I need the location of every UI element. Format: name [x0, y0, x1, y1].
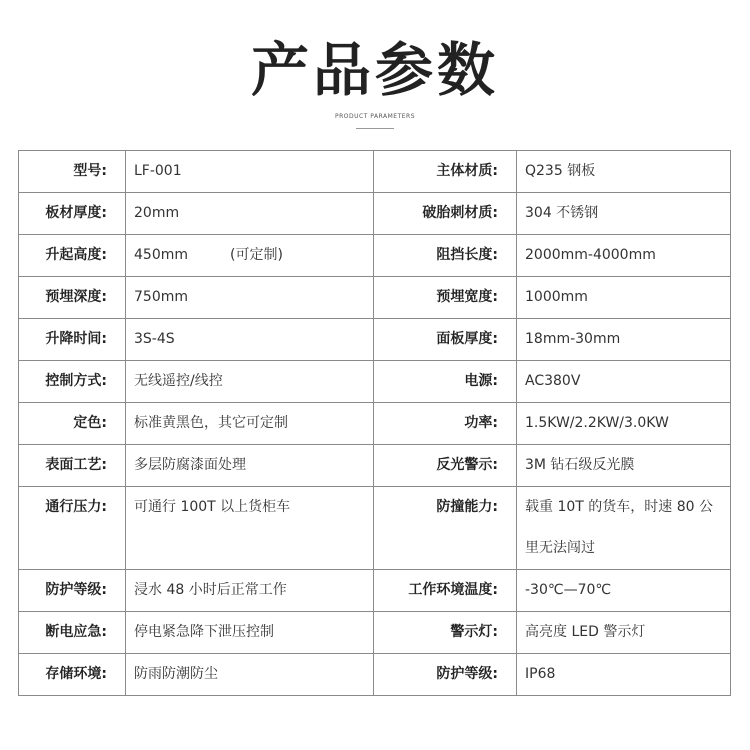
param-value-note: (可定制)	[230, 247, 283, 263]
param-value: AC380V	[517, 361, 731, 403]
param-label: 警示灯:	[374, 612, 517, 654]
param-label: 升起高度:	[19, 235, 126, 277]
param-label: 预埋宽度:	[374, 277, 517, 319]
param-value: 3M 钻石级反光膜	[517, 445, 731, 487]
page-subtitle: PRODUCT PARAMETERS	[334, 113, 416, 120]
param-value: Q235 钢板	[517, 151, 731, 193]
param-value: LF-001	[126, 151, 374, 193]
param-label: 功率:	[374, 403, 517, 445]
param-label: 工作环境温度:	[374, 570, 517, 612]
param-value: 3S-4S	[126, 319, 374, 361]
param-label: 断电应急:	[19, 612, 126, 654]
page-title: 产品参数	[250, 36, 499, 104]
param-label: 存储环境:	[19, 654, 126, 696]
param-value: IP68	[517, 654, 731, 696]
table-row	[19, 277, 731, 319]
param-value: 1000mm	[517, 277, 731, 319]
table-row	[19, 612, 731, 654]
param-value: 浸水 48 小时后正常工作	[126, 570, 374, 612]
param-value: 无线遥控/线控	[126, 361, 374, 403]
table-row	[19, 319, 731, 361]
param-label: 预埋深度:	[19, 277, 126, 319]
param-value: 304 不锈钢	[517, 193, 731, 235]
table-row	[19, 403, 731, 445]
param-label: 定色:	[19, 403, 126, 445]
param-value: 载重 10T 的货车，时速 80 公里无法闯过	[517, 487, 731, 570]
parameters-table	[18, 150, 731, 696]
table-row	[19, 487, 731, 570]
param-label: 防撞能力:	[374, 487, 517, 570]
param-label: 电源:	[374, 361, 517, 403]
param-value: 1.5KW/2.2KW/3.0KW	[517, 403, 731, 445]
param-label: 阻挡长度:	[374, 235, 517, 277]
param-label: 面板厚度:	[374, 319, 517, 361]
table-row	[19, 361, 731, 403]
param-value: 标准黄黑色，其它可定制	[126, 403, 374, 445]
param-label: 防护等级:	[19, 570, 126, 612]
table-row	[19, 151, 731, 193]
param-value: 高亮度 LED 警示灯	[517, 612, 731, 654]
param-label: 破胎刺材质:	[374, 193, 517, 235]
table-row	[19, 445, 731, 487]
param-label: 型号:	[19, 151, 126, 193]
param-value-main: 450mm	[134, 247, 188, 263]
table-row	[19, 570, 731, 612]
table-row	[19, 193, 731, 235]
title-divider	[356, 128, 394, 129]
param-value: 750mm	[126, 277, 374, 319]
param-value: 2000mm-4000mm	[517, 235, 731, 277]
param-label: 升降时间:	[19, 319, 126, 361]
param-label: 板材厚度:	[19, 193, 126, 235]
param-label: 防护等级:	[374, 654, 517, 696]
param-value: 20mm	[126, 193, 374, 235]
param-value: 防雨防潮防尘	[126, 654, 374, 696]
param-value	[126, 235, 374, 277]
param-label: 主体材质:	[374, 151, 517, 193]
param-value: 多层防腐漆面处理	[126, 445, 374, 487]
param-label: 通行压力:	[19, 487, 126, 570]
table-row	[19, 654, 731, 696]
param-value: 停电紧急降下泄压控制	[126, 612, 374, 654]
param-value: -30℃—70℃	[517, 570, 731, 612]
param-label: 表面工艺:	[19, 445, 126, 487]
param-label: 控制方式:	[19, 361, 126, 403]
param-label: 反光警示:	[374, 445, 517, 487]
param-value: 可通行 100T 以上货柜车	[126, 487, 374, 570]
param-value: 18mm-30mm	[517, 319, 731, 361]
table-row	[19, 235, 731, 277]
